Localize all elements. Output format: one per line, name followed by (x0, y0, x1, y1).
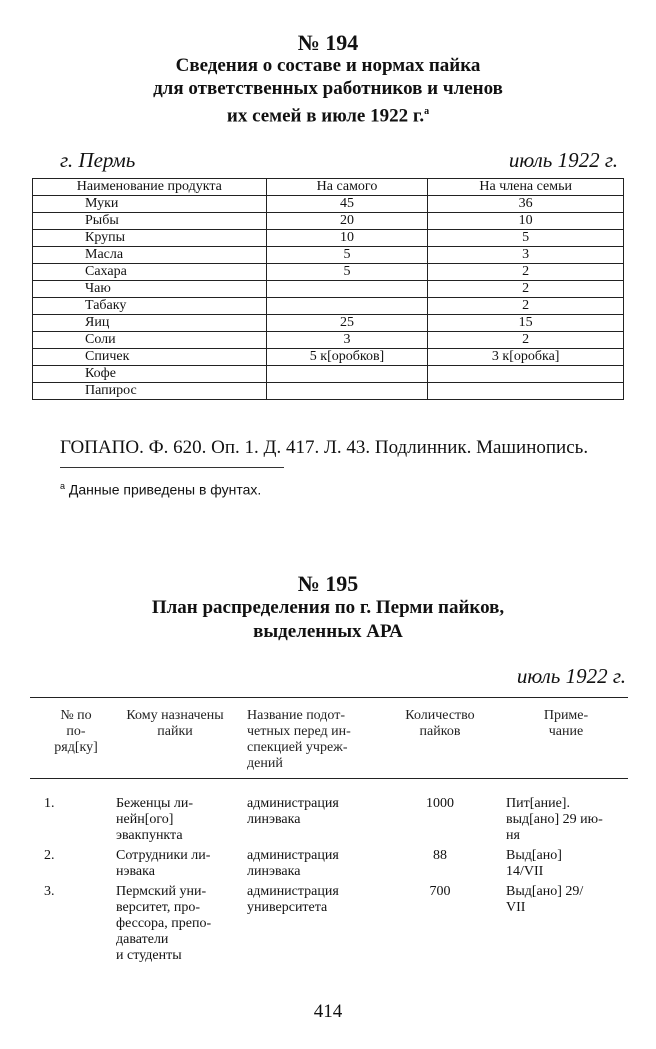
note-cell (506, 884, 626, 916)
product-name-cell: Сахара (33, 264, 267, 281)
quantity-cell: 88 (433, 848, 447, 863)
header-quantity (386, 708, 494, 740)
footnote-divider (60, 467, 284, 468)
doc194-date: июль 1922 г. (508, 148, 618, 172)
header-note (506, 708, 626, 740)
recipient-cell-line: даватели (116, 932, 169, 947)
footnote-mark: а (424, 106, 430, 117)
organization-cell-line: линэвака (247, 864, 301, 879)
table-row (33, 332, 624, 349)
header-line: Название подот- (247, 708, 345, 723)
header-line: чание (548, 724, 584, 739)
header-line: № по (60, 708, 92, 723)
header-line: пайков (419, 724, 461, 739)
product-name-cell: Соли (33, 332, 267, 349)
footnote-text: Данные приведены в фунтах. (65, 481, 262, 498)
recipient-cell (116, 884, 234, 964)
footnote-mark: а (60, 481, 66, 491)
product-name-cell: Чаю (33, 281, 267, 298)
family-norm-cell: 2 (428, 264, 624, 281)
note-cell-line: VII (506, 900, 526, 915)
doc195-title-line: выделенных АРА (253, 621, 403, 642)
product-name-cell: Масла (33, 247, 267, 264)
family-norm-cell: 2 (428, 281, 624, 298)
row-number: 1. (44, 796, 55, 811)
self-norm-cell: 45 (266, 196, 428, 213)
header-number (36, 708, 116, 756)
organization-cell (247, 884, 373, 916)
product-name-cell: Крупы (33, 230, 267, 247)
note-cell (506, 848, 626, 880)
recipient-cell-line: фессора, препо- (116, 916, 212, 931)
doc195-title-line: План распределения по г. Перми пайков, (151, 597, 505, 618)
family-norm-cell: 36 (428, 196, 624, 213)
header-line: спекцией учреж- (247, 740, 348, 755)
self-norm-cell (266, 366, 428, 383)
header-line: Кому назначены (126, 708, 224, 723)
recipient-cell (116, 848, 234, 880)
self-norm-cell: 5 к[оробков] (266, 349, 428, 366)
family-norm-cell (428, 366, 624, 383)
doc194-title-line: для ответственных работников и членов (153, 78, 503, 99)
organization-cell-line: университета (247, 900, 328, 915)
self-norm-cell (266, 298, 428, 315)
note-cell-line: Пит[ание]. (506, 796, 570, 811)
quantity-cell: 1000 (426, 796, 454, 811)
header-line: по- (66, 724, 86, 739)
product-name-cell: Кофе (33, 366, 267, 383)
doc194-number: № 194 (297, 30, 359, 55)
doc195-date: июль 1922 г. (516, 664, 626, 688)
organization-cell-line: администрация (247, 796, 339, 811)
table-row (33, 298, 624, 315)
organization-cell (247, 848, 373, 880)
header-self: На самого (266, 179, 428, 196)
header-line: четных перед ин- (247, 724, 351, 739)
table-row (33, 213, 624, 230)
table-row (33, 264, 624, 281)
header-family-member: На члена семьи (428, 179, 624, 196)
table-row (33, 247, 624, 264)
note-cell-line: 14/VII (506, 864, 544, 879)
doc194-place: г. Пермь (60, 148, 136, 172)
note-cell (506, 796, 626, 844)
family-norm-cell: 5 (428, 230, 624, 247)
doc195-title (0, 596, 656, 644)
recipient-cell-line: эвакпункта (116, 828, 183, 843)
self-norm-cell: 3 (266, 332, 428, 349)
row-number: 3. (44, 884, 55, 899)
ration-table (32, 178, 624, 400)
note-cell-line: Выд[ано] (506, 848, 562, 863)
product-name-cell: Яиц (33, 315, 267, 332)
recipient-cell-line: верситет, про- (116, 900, 200, 915)
self-norm-cell: 10 (266, 230, 428, 247)
header-line: пайки (157, 724, 193, 739)
organization-cell-line: администрация (247, 884, 339, 899)
doc194-title (0, 54, 656, 127)
table-row (33, 349, 624, 366)
organization-cell-line: линэвака (247, 812, 301, 827)
table-row (33, 230, 624, 247)
header-product: Наименование продукта (33, 179, 267, 196)
recipient-cell-line: нэвака (116, 864, 155, 879)
family-norm-cell: 3 к[оробка] (428, 349, 624, 366)
doc194-title-line: их семей в июле 1922 г.$^а$ (226, 105, 430, 127)
family-norm-cell: 3 (428, 247, 624, 264)
table-row (33, 315, 624, 332)
product-name-cell: Рыбы (33, 213, 267, 230)
table-row (33, 366, 624, 383)
table-row (33, 383, 624, 400)
archive-reference: ГОПАПО. Ф. 620. Оп. 1. Д. 417. Л. 43. Подлинник. Машинопись. (60, 437, 589, 458)
recipient-cell-line: Пермский уни- (116, 884, 207, 899)
family-norm-cell: 10 (428, 213, 624, 230)
recipient-cell-line: нейн[ого] (116, 812, 174, 827)
recipient-cell (116, 796, 234, 844)
table-header-row (33, 179, 624, 196)
self-norm-cell (266, 281, 428, 298)
product-name-cell: Спичек (33, 349, 267, 366)
self-norm-cell (266, 383, 428, 400)
header-bottom-rule (30, 778, 628, 779)
header-line: ряд[ку] (54, 740, 98, 755)
self-norm-cell: 25 (266, 315, 428, 332)
note-cell-line: ня (506, 828, 520, 843)
family-norm-cell: 15 (428, 315, 624, 332)
recipient-cell-line: Беженцы ли- (116, 796, 193, 811)
self-norm-cell: 20 (266, 213, 428, 230)
product-name-cell: Табаку (33, 298, 267, 315)
self-norm-cell: 5 (266, 247, 428, 264)
header-line: Приме- (543, 708, 589, 723)
header-organization (247, 708, 373, 772)
row-number: 2. (44, 848, 55, 863)
self-norm-cell: 5 (266, 264, 428, 281)
page-number: 414 (313, 1001, 343, 1022)
header-line: дений (247, 756, 283, 771)
organization-cell (247, 796, 373, 828)
quantity-cell: 700 (429, 884, 451, 899)
table-row (33, 281, 624, 298)
recipient-cell-line: Сотрудники ли- (116, 848, 211, 863)
family-norm-cell (428, 383, 624, 400)
doc195-number: № 195 (297, 571, 359, 596)
product-name-cell: Папирос (33, 383, 267, 400)
note-cell-line: выд[ано] 29 ию- (506, 812, 603, 827)
product-name-cell: Муки (33, 196, 267, 213)
organization-cell-line: администрация (247, 848, 339, 863)
table-top-rule (30, 697, 628, 698)
family-norm-cell: 2 (428, 332, 624, 349)
recipient-cell-line: и студенты (116, 948, 182, 963)
footnote (60, 481, 261, 498)
doc194-title-line: Сведения о составе и нормах пайка (175, 55, 481, 76)
note-cell-line: Выд[ано] 29/ (506, 884, 584, 899)
header-line: Количество (405, 708, 475, 723)
header-recipient (116, 708, 234, 740)
family-norm-cell: 2 (428, 298, 624, 315)
table-row (33, 196, 624, 213)
